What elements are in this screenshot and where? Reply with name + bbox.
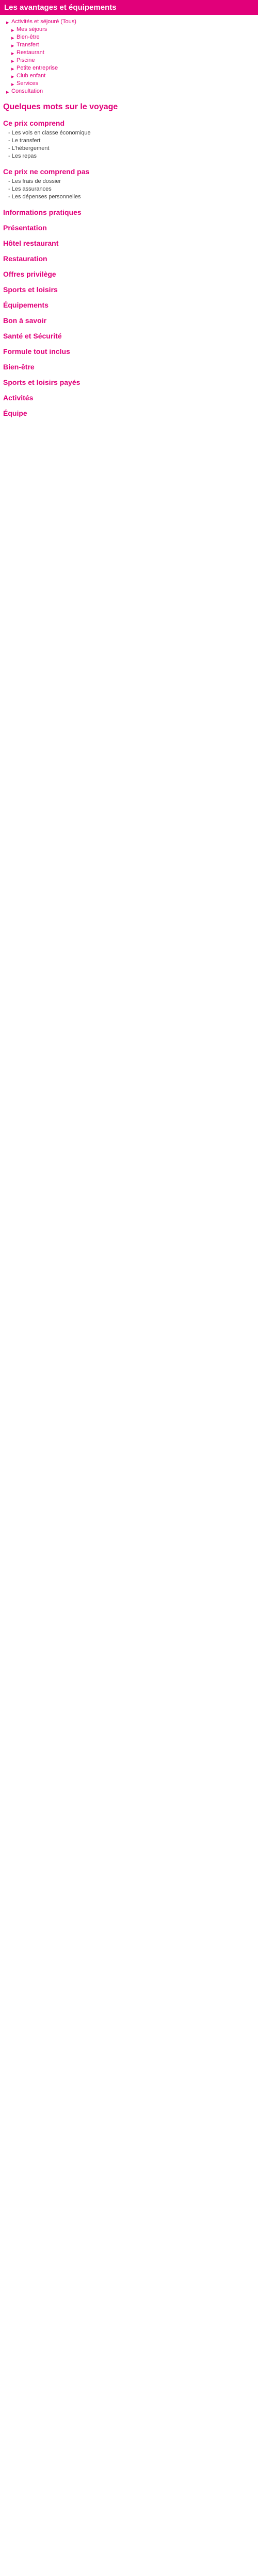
section-title: Hôtel restaurant [3, 239, 59, 247]
section-title: Équipe [3, 409, 27, 417]
section-title: Équipements [3, 301, 49, 309]
top-link[interactable]: ▶ Consultation [5, 88, 253, 95]
top-link[interactable]: ▶ Activités et séjouré (Tous) [5, 18, 253, 26]
section-title: Bien-être [3, 363, 35, 371]
top-link[interactable]: ▶ Club enfant [5, 72, 253, 80]
section-title: Offres privilège [3, 270, 56, 278]
page [0, 0, 258, 440]
section-title: Formule tout inclus [3, 347, 70, 355]
section-title: Bon à savoir [3, 316, 47, 325]
section-title: Sports et loisirs [3, 285, 58, 294]
section-item: - L’hébergement [8, 145, 50, 151]
section-item: - Les assurances [8, 186, 52, 192]
top-link[interactable]: ▶ Services [5, 80, 253, 88]
section-title: Restauration [3, 255, 47, 263]
section-title: Santé et Sécurité [3, 332, 62, 340]
section-item: - Le transfert [8, 138, 41, 144]
top-link[interactable]: ▶ Petite entreprise [5, 64, 253, 72]
top-link[interactable]: ▶ Mes séjours [5, 26, 253, 33]
section-item: - Les repas [8, 153, 37, 159]
quick-title: Quelques mots sur le voyage [3, 103, 118, 111]
section-item: - Les frais de dossier [8, 178, 61, 184]
section-item: - Les vols en classe économique [8, 130, 91, 136]
section-item: - Les dépenses personnelles [8, 194, 81, 200]
top-links [0, 15, 258, 97]
section-title: Ce prix comprend [3, 119, 65, 127]
sections [0, 119, 258, 417]
top-link[interactable]: ▶ Bien-être [5, 33, 253, 41]
top-link[interactable]: ▶ Transfert [5, 41, 253, 49]
top-link[interactable]: ▶ Piscine [5, 57, 253, 64]
section-title: Activités [3, 394, 34, 402]
page-header: Les avantages et équipements [0, 0, 258, 15]
section-title: Sports et loisirs payés [3, 378, 80, 386]
section-title: Informations pratiques [3, 208, 82, 216]
top-link[interactable]: ▶ Restaurant [5, 49, 253, 57]
section-title: Ce prix ne comprend pas [3, 167, 90, 176]
section-title: Présentation [3, 224, 47, 232]
